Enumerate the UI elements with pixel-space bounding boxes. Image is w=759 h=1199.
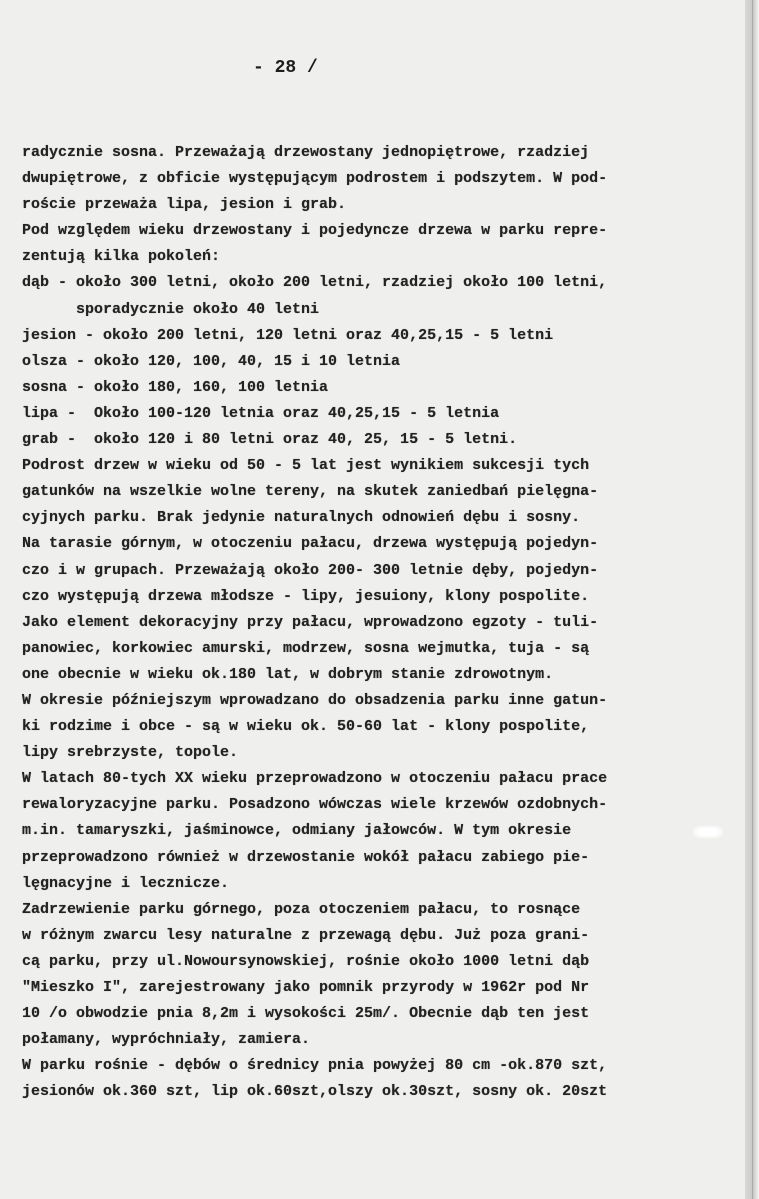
text-line: jesion - około 200 letni, 120 letni oraz 40,25,15 - 5 letni bbox=[22, 326, 554, 344]
text-line: lipa - Około 100-120 letnia oraz 40,25,15 - 5 letnia bbox=[22, 404, 500, 422]
text-line: czo i w grupach. Przeważają około 200- 300 letnie dęby, pojedyn- bbox=[22, 561, 599, 579]
text-line: Zadrzewienie parku górnego, poza otoczeniem pałacu, to rosnące bbox=[22, 900, 581, 918]
text-line: m.in. tamaryszki, jaśminowce, odmiany jałowców. W tym okresie bbox=[22, 822, 572, 840]
paper-edge-line bbox=[752, 0, 753, 1199]
correction-smudge bbox=[693, 826, 723, 838]
text-line: sosna - około 180, 160, 100 letnia bbox=[22, 378, 329, 396]
text-line: roście przeważa lipa, jesion i grab. bbox=[22, 196, 347, 214]
text-line: W parku rośnie - dębów o średnicy pnia powyżej 80 cm -ok.870 szt, bbox=[22, 1057, 608, 1075]
text-line: w różnym zwarcu lesy naturalne z przewagą dębu. Już poza grani- bbox=[22, 926, 590, 944]
text-line: lipy srebrzyste, topole. bbox=[22, 744, 239, 762]
text-line: olsza - około 120, 100, 40, 15 i 10 letnia bbox=[22, 352, 401, 370]
text-line: "Mieszko I", zarejestrowany jako pomnik przyrody w 1962r pod Nr bbox=[22, 979, 590, 996]
text-line: rewaloryzacyjne parku. Posadzono wówczas wiele krzewów ozdobnych- bbox=[22, 796, 608, 814]
text-line: W okresie późniejszym wprowadzano do obsadzenia parku inne gatun- bbox=[22, 691, 608, 709]
text-line: czo występują drzewa młodsze - lipy, jesuiony, klony pospolite. bbox=[22, 587, 590, 605]
text-line: one obecnie w wieku ok.180 lat, w dobrym stanie zdrowotnym. bbox=[22, 665, 554, 683]
text-line: grab - około 120 i 80 letni oraz 40, 25, 15 - 5 letni. bbox=[22, 431, 518, 449]
text-line: dąb - około 300 letni, około 200 letni, rzadziej około 100 letni, bbox=[22, 274, 608, 292]
text-line: jesionów ok.360 szt, lip ok.60szt,olszy ok.30szt, sosny ok. 20szt bbox=[22, 1083, 608, 1101]
text-line: W latach 80-tych XX wieku przeprowadzono w otoczeniu pałacu prace bbox=[22, 770, 608, 788]
text-line: radycznie sosna. Przeważają drzewostany jednopiętrowe, rzadziej bbox=[22, 144, 590, 161]
text-line: Pod względem wieku drzewostany i pojedyncze drzewa w parku repre- bbox=[22, 222, 608, 240]
text-line: lęgnacyjne i lecznicze. bbox=[22, 874, 230, 892]
text-line: cą parku, przy ul.Nowoursynowskiej, rośnie około 1000 letni dąb bbox=[22, 952, 590, 970]
text-line: ki rodzime i obce - są w wieku ok. 50-60 lat - klony pospolite, bbox=[22, 718, 590, 736]
text-line: Podrost drzew w wieku od 50 - 5 lat jest wynikiem sukcesji tych bbox=[22, 457, 590, 475]
text-line: sporadycznie około 40 letni bbox=[22, 300, 320, 318]
text-line: połamany, wypróchniały, zamiera. bbox=[22, 1031, 311, 1049]
text-line: zentują kilka pokoleń: bbox=[22, 248, 221, 266]
text-line: przeprowadzono również w drzewostanie wokół pałacu zabiego pie- bbox=[22, 848, 590, 866]
page-number: - 28 / bbox=[253, 58, 318, 78]
typed-body-text bbox=[22, 140, 740, 1105]
text-line: Na tarasie górnym, w otoczeniu pałacu, drzewa występują pojedyn- bbox=[22, 535, 599, 553]
text-line: dwupiętrowe, z obficie występującym podrostem i podszytem. W pod- bbox=[22, 170, 608, 188]
text-line: gatunków na wszelkie wolne tereny, na skutek zaniedbań pielęgna- bbox=[22, 483, 599, 501]
text-line: Jako element dekoracyjny przy pałacu, wprowadzono egzoty - tuli- bbox=[22, 613, 599, 631]
text-line: panowiec, korkowiec amurski, modrzew, sosna wejmutka, tuja - są bbox=[22, 639, 590, 657]
text-line: 10 /o obwodzie pnia 8,2m i wysokości 25m/. Obecnie dąb ten jest bbox=[22, 1005, 590, 1023]
text-line: cyjnych parku. Brak jedynie naturalnych odnowień dębu i sosny. bbox=[22, 509, 581, 527]
